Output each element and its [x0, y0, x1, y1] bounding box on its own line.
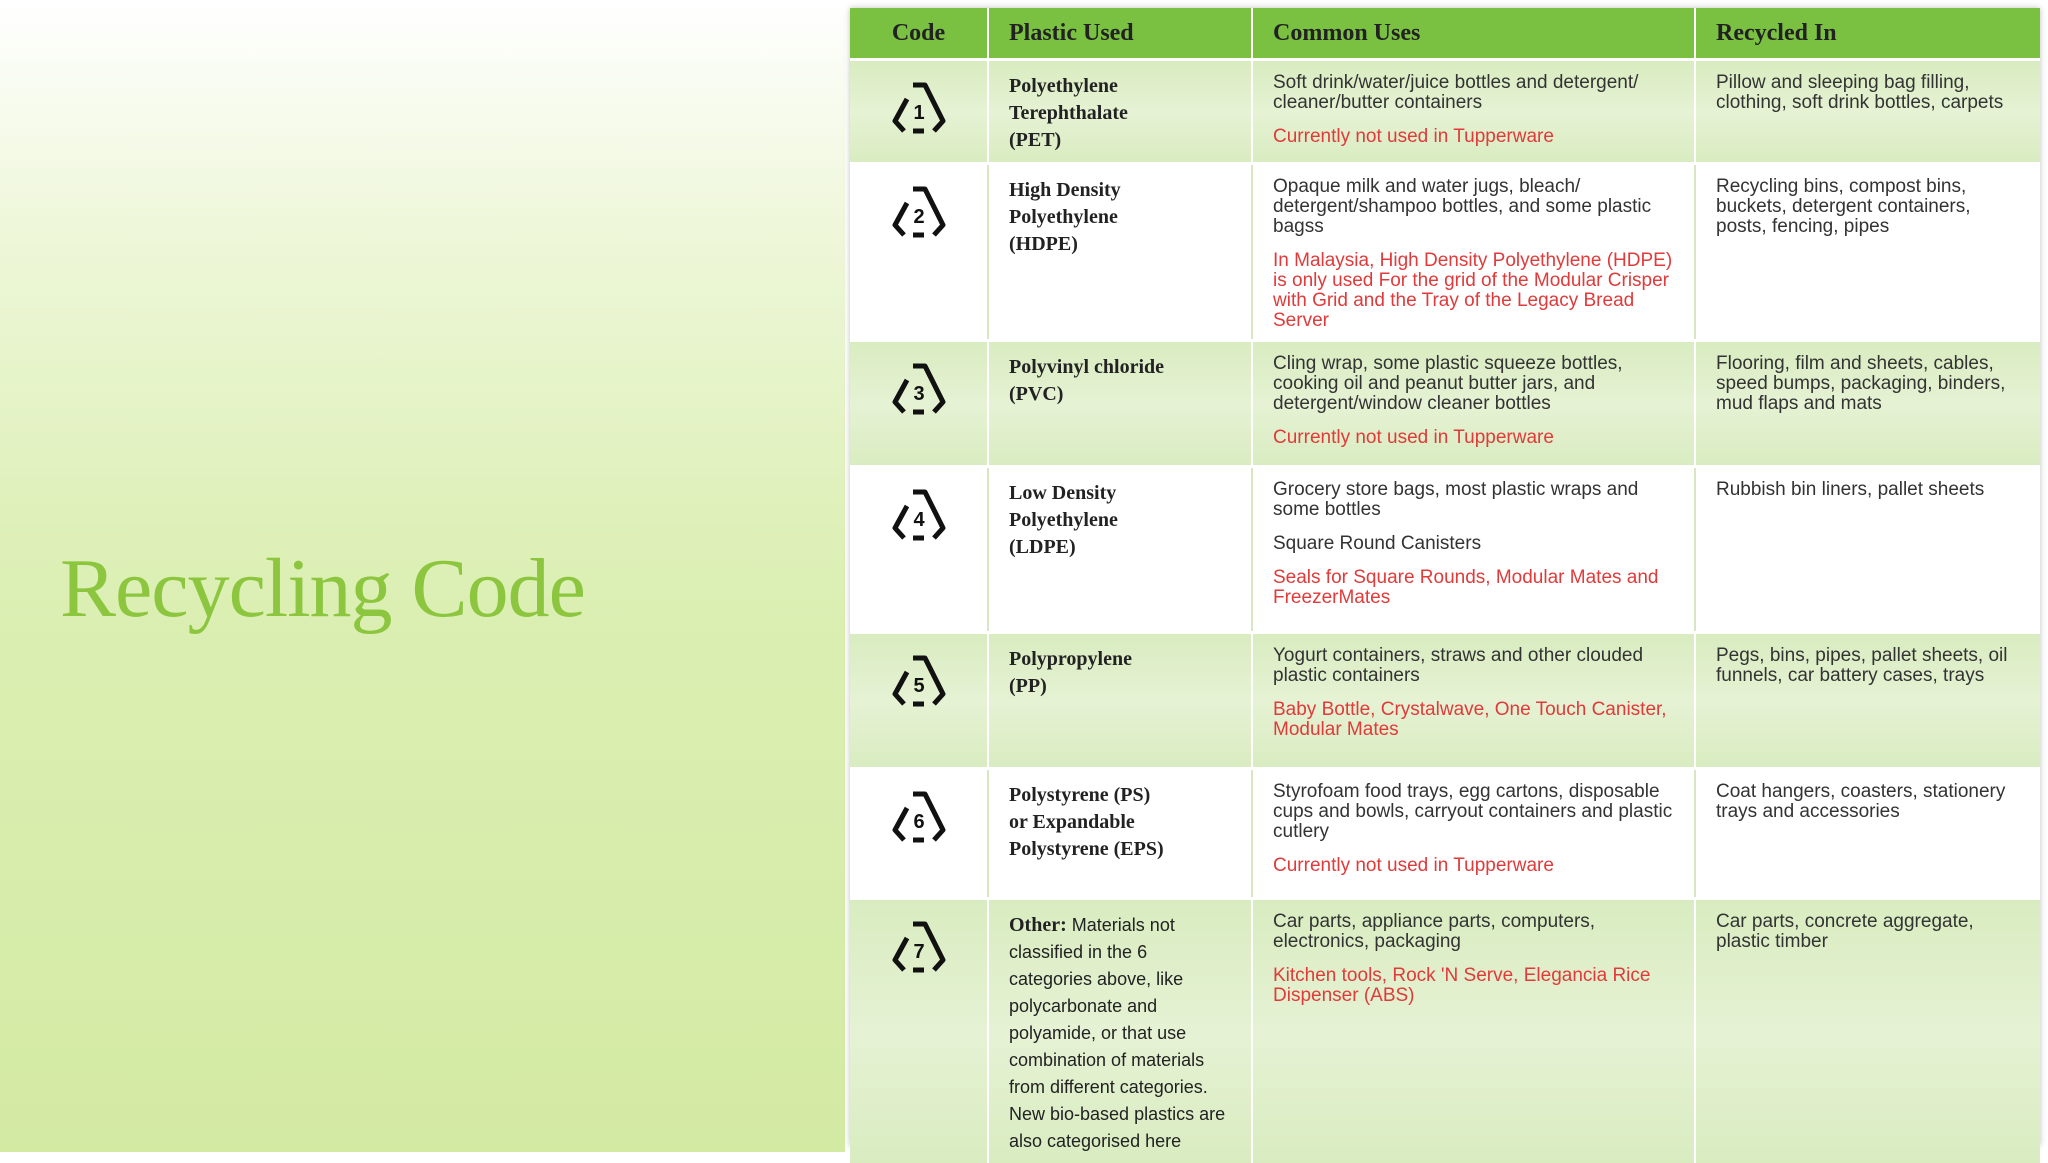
code-cell	[850, 769, 988, 899]
plastic-cell: Low Density Polyethylene (LDPE)	[988, 467, 1252, 633]
title-panel	[0, 0, 845, 1152]
svg-text:7: 7	[913, 941, 924, 963]
svg-text:1: 1	[913, 102, 924, 124]
table-header-row	[850, 8, 2040, 60]
uses-cell: Cling wrap, some plastic squeeze bottles, cooking oil and peanut butter jars, and detergent/window cleaner bottles Currently not used in Tupperware	[1252, 341, 1695, 467]
slide-title: Recycling Code	[60, 540, 585, 637]
recycle-2-icon	[885, 177, 953, 245]
uses-cell: Styrofoam food trays, egg cartons, disposable cups and bowls, carryout containers and plastic cutlery Currently not used in Tupperware	[1252, 769, 1695, 899]
code-cell	[850, 633, 988, 769]
svg-text:3: 3	[913, 383, 924, 405]
table-row	[850, 769, 2040, 899]
table-row	[850, 633, 2040, 769]
recycle-4-icon	[885, 480, 953, 548]
table-row	[850, 899, 2040, 1163]
code-cell	[850, 164, 988, 341]
header-code: Code	[850, 8, 988, 60]
svg-text:6: 6	[913, 811, 924, 833]
other-description: Materials not classified in the 6 categories above, like polycarbonate and polyamide, or that use combination of materials from different categories. New bio-based plastics are also categorised here	[1009, 915, 1225, 1151]
table-row	[850, 467, 2040, 633]
tupperware-note: Currently not used in Tupperware	[1273, 428, 1674, 448]
uses-cell: Grocery store bags, most plastic wraps and some bottles Square Round Canisters Seals for Square Rounds, Modular Mates and FreezerMates	[1252, 467, 1695, 633]
uses-cell: Yogurt containers, straws and other clouded plastic containers Baby Bottle, Crystalwave, One Touch Canister, Modular Mates	[1252, 633, 1695, 769]
header-common-uses: Common Uses	[1252, 8, 1695, 60]
recycled-cell: Pillow and sleeping bag filling, clothing, soft drink bottles, carpets	[1695, 60, 2040, 164]
code-cell	[850, 341, 988, 467]
recycle-1-icon	[885, 73, 953, 141]
uses-cell: Car parts, appliance parts, computers, electronics, packaging Kitchen tools, Rock 'N Serve, Elegancia Rice Dispenser (ABS)	[1252, 899, 1695, 1163]
recycle-5-icon	[885, 646, 953, 714]
recycle-7-icon	[885, 912, 953, 980]
recycle-3-icon	[885, 354, 953, 422]
recycled-cell: Pegs, bins, pipes, pallet sheets, oil funnels, car battery cases, trays	[1695, 633, 2040, 769]
svg-text:4: 4	[913, 509, 925, 531]
table-row	[850, 341, 2040, 467]
uses-cell: Opaque milk and water jugs, bleach/ detergent/shampoo bottles, and some plastic bagss In Malaysia, High Density Polyethylene (HDPE) is only used For the grid of the Modular Crisper with Grid and the Tray of the Legacy Bread Server	[1252, 164, 1695, 341]
other-label: Other:	[1009, 914, 1067, 936]
tupperware-note: Kitchen tools, Rock 'N Serve, Elegancia Rice Dispenser (ABS)	[1273, 966, 1674, 1006]
recycled-cell: Coat hangers, coasters, stationery trays and accessories	[1695, 769, 2040, 899]
tupperware-note: Currently not used in Tupperware	[1273, 856, 1674, 876]
svg-text:5: 5	[913, 675, 924, 697]
recycle-6-icon	[885, 782, 953, 850]
plastic-cell: Polypropylene (PP)	[988, 633, 1252, 769]
code-cell	[850, 467, 988, 633]
code-cell	[850, 899, 988, 1163]
table-row	[850, 60, 2040, 164]
tupperware-note: In Malaysia, High Density Polyethylene (HDPE) is only used For the grid of the Modular Crisper with Grid and the Tray of the Legacy Bread Server	[1273, 251, 1674, 331]
plastic-cell: High Density Polyethylene (HDPE)	[988, 164, 1252, 341]
plastic-cell	[988, 899, 1252, 1163]
recycled-cell: Car parts, concrete aggregate, plastic timber	[1695, 899, 2040, 1163]
recycled-cell: Rubbish bin liners, pallet sheets	[1695, 467, 2040, 633]
code-cell	[850, 60, 988, 164]
recycling-code-table	[850, 8, 2040, 1146]
tupperware-note: Baby Bottle, Crystalwave, One Touch Canister, Modular Mates	[1273, 700, 1674, 740]
header-recycled-in: Recycled In	[1695, 8, 2040, 60]
svg-text:2: 2	[913, 206, 924, 228]
tupperware-note: Seals for Square Rounds, Modular Mates and FreezerMates	[1273, 568, 1674, 608]
plastic-cell: Polyvinyl chloride (PVC)	[988, 341, 1252, 467]
tupperware-note: Currently not used in Tupperware	[1273, 127, 1674, 147]
plastic-cell: Polyethylene Terephthalate (PET)	[988, 60, 1252, 164]
recycled-cell: Flooring, film and sheets, cables, speed bumps, packaging, binders, mud flaps and mats	[1695, 341, 2040, 467]
table-row	[850, 164, 2040, 341]
uses-cell: Soft drink/water/juice bottles and detergent/ cleaner/butter containers Currently not used in Tupperware	[1252, 60, 1695, 164]
header-plastic-used: Plastic Used	[988, 8, 1252, 60]
recycled-cell: Recycling bins, compost bins, buckets, detergent containers, posts, fencing, pipes	[1695, 164, 2040, 341]
plastic-cell: Polystyrene (PS) or Expandable Polystyrene (EPS)	[988, 769, 1252, 899]
